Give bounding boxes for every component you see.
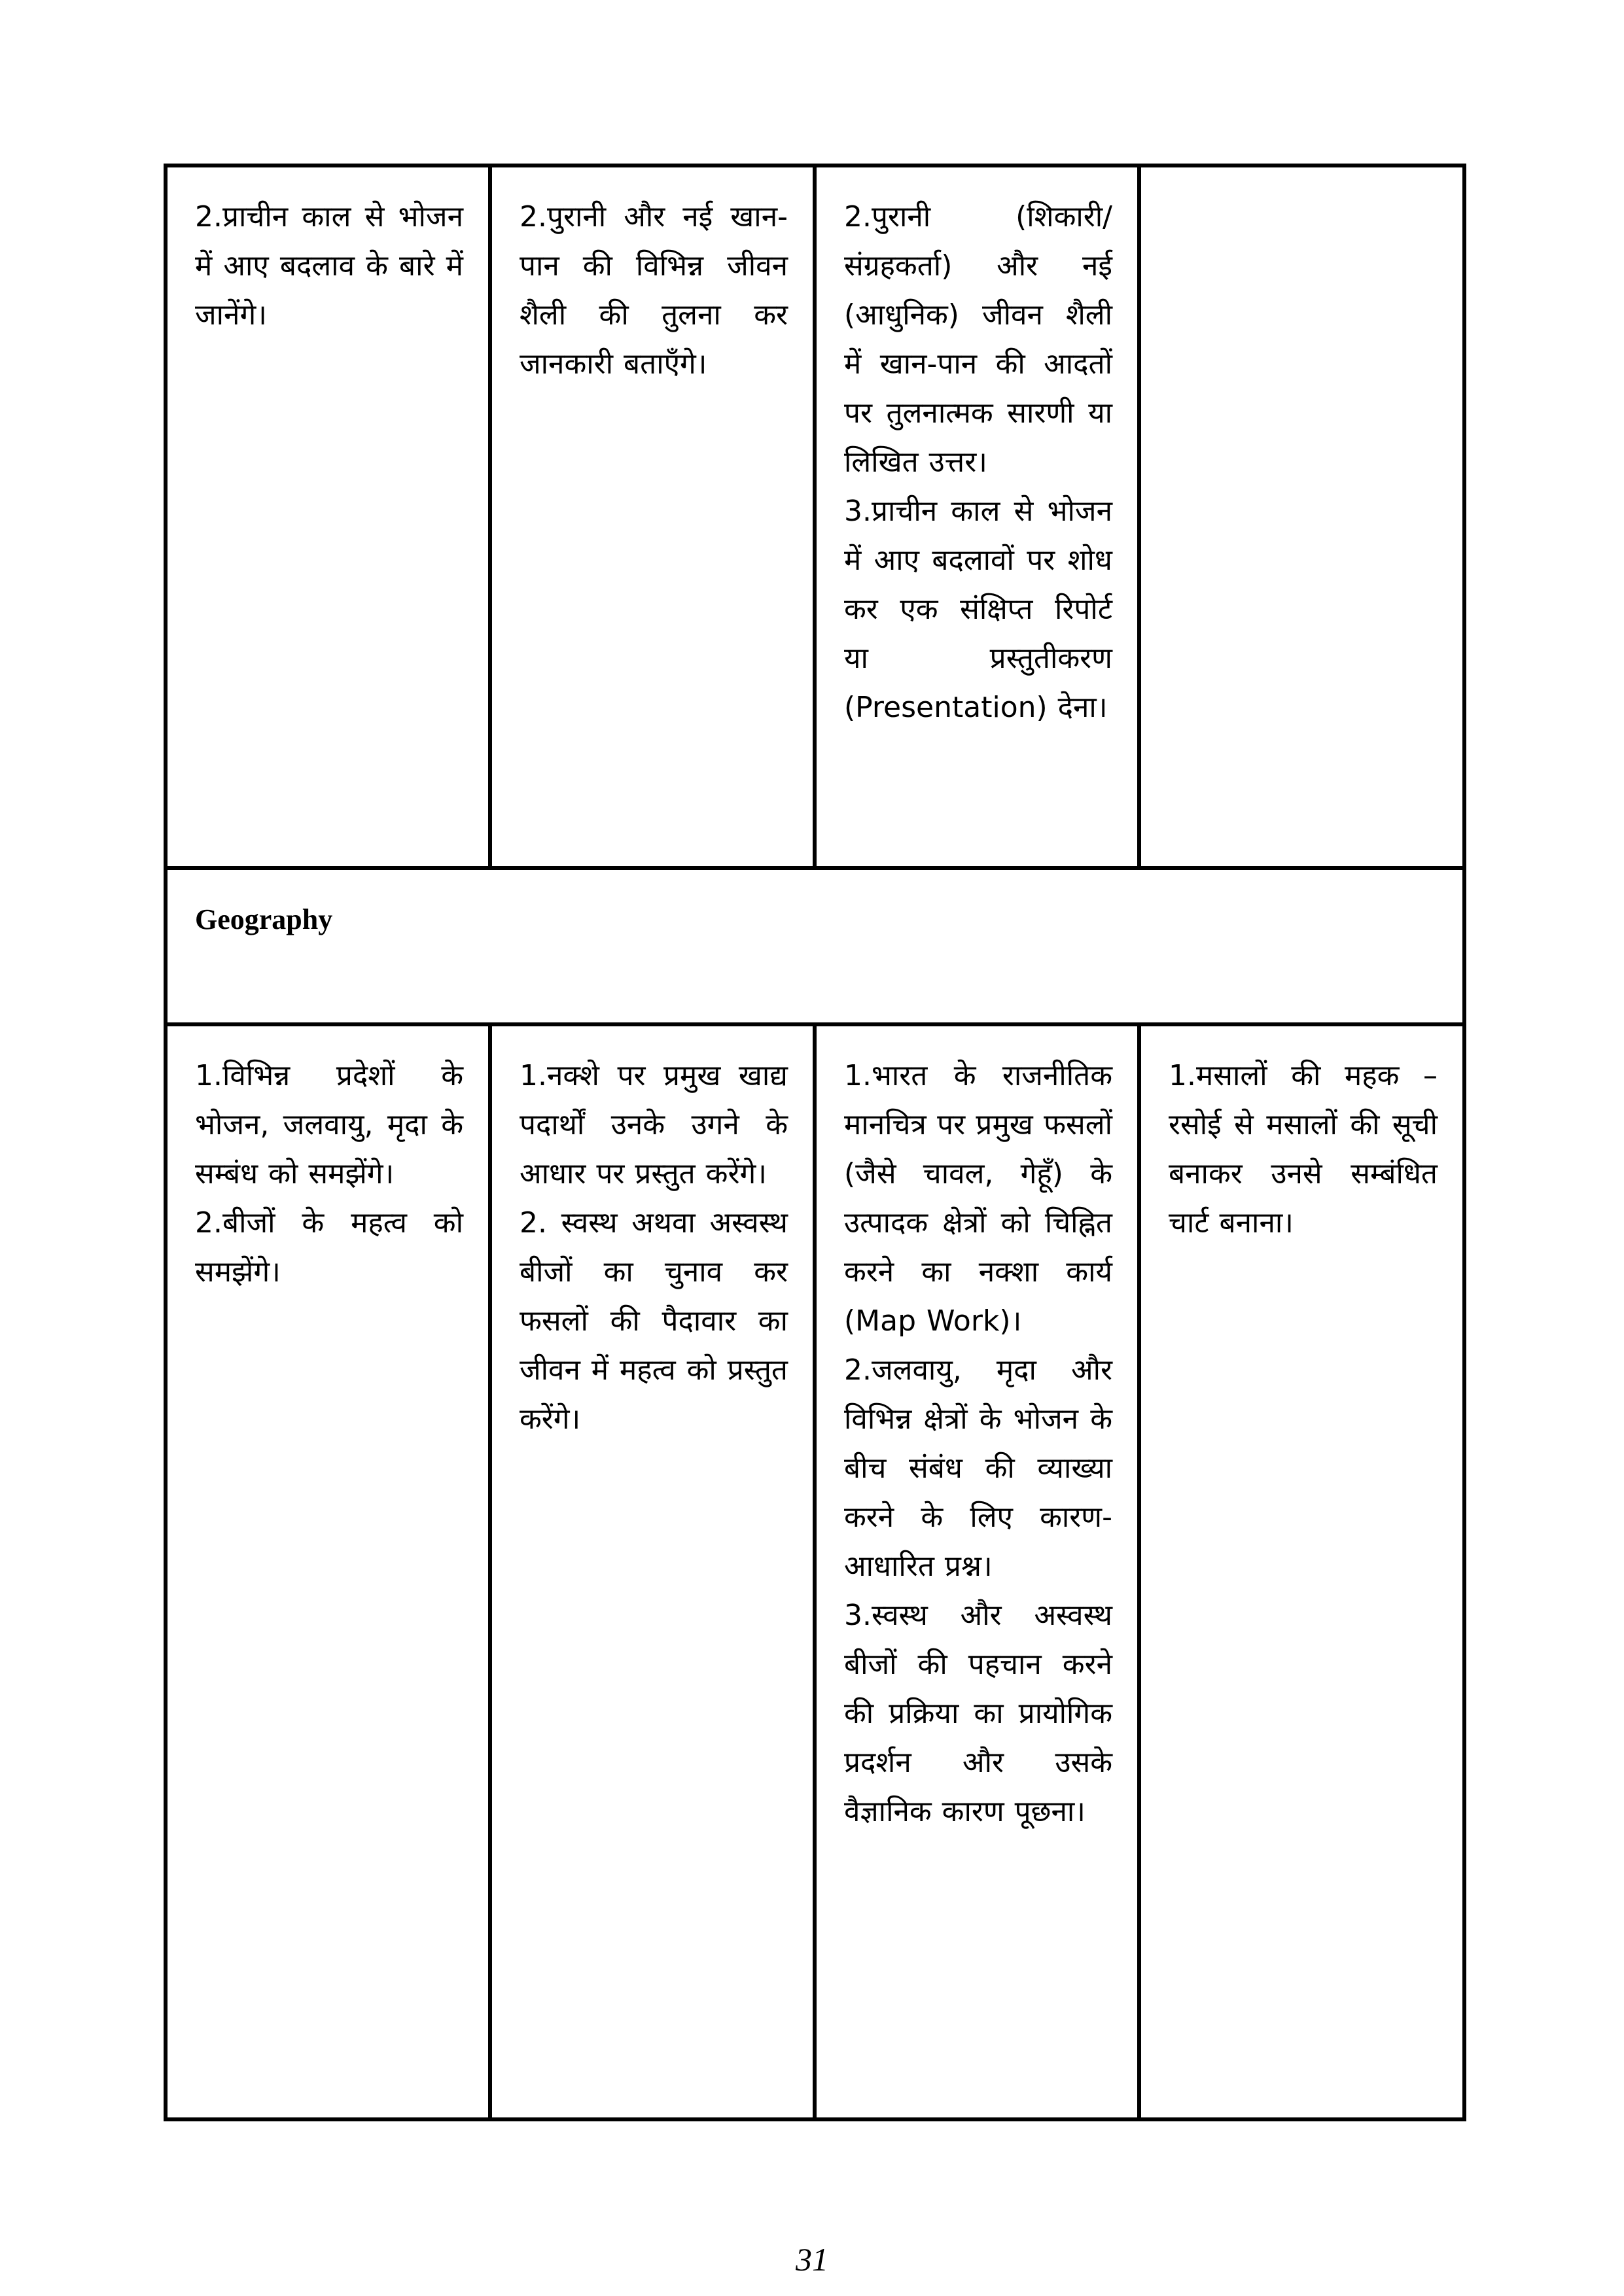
table-row-history-continued [166,165,1464,868]
assessment-item: 2.जलवायु, मृदा और विभिन्न क्षेत्रों के भोजन के बीच संबंध की व्याख्या करने के लिए कारण-आधारित प्रश्न। [844,1353,1112,1583]
assessment-item: 3.प्राचीन काल से भोजन में आए बदलावों पर शोध कर एक संक्षिप्त रिपोर्ट या प्रस्तुतीकरण (Presentation) देना। [844,495,1112,724]
cell-assessment [815,165,1139,868]
cell-learning-outcomes [166,1024,490,2119]
section-row-geography [166,868,1464,1024]
cell-activities [1139,1024,1464,2119]
assessment-item: 2.पुरानी (शिकारी/संग्रहकर्ता) और नई (आधुनिक) जीवन शैली में खान-पान की आदतों पर तुलनात्मक सारणी या लिखित उत्तर। [844,200,1112,479]
assessment-item: 1.भारत के राजनीतिक मानचित्र पर प्रमुख फसलों (जैसे चावल, गेहूँ) के उत्पादक क्षेत्रों को चिह्नित करने का नक्शा कार्य (Map Work)। [844,1059,1112,1338]
skill-item: 1.नक्शे पर प्रमुख खाद्य पदार्थों उनके उगने के आधार पर प्रस्तुत करेंगे। [520,1059,788,1191]
section-heading: Geography [166,868,1464,1024]
table-row-geography [166,1024,1464,2119]
curriculum-table [164,164,1466,2121]
learning-outcome-item: 2.प्राचीन काल से भोजन में आए बदलाव के बारे में जानेंगे। [195,200,463,332]
cell-assessment [815,1024,1139,2119]
cell-learning-outcomes [166,165,490,868]
page-number: 31 [796,2241,828,2278]
learning-outcome-item: 1.विभिन्न प्रदेशों के भोजन, जलवायु, मृदा के सम्बंध को समझेंगे। [195,1059,463,1191]
cell-skills [490,165,815,868]
cell-activities-empty [1139,165,1464,868]
learning-outcome-item: 2.बीजों के महत्व को समझेंगे। [195,1206,463,1289]
cell-skills [490,1024,815,2119]
activity-item: 1.मसालों की महक – रसोई से मसालों की सूची बनाकर उनसे सम्बंधित चार्ट बनाना। [1169,1059,1438,1240]
skill-item: 2. स्वस्थ अथवा अस्वस्थ बीजों का चुनाव कर फसलों की पैदावार का जीवन में महत्व को प्रस्तुत करेंगे। [520,1206,788,1436]
assessment-item: 3.स्वस्थ और अस्वस्थ बीजों की पहचान करने की प्रक्रिया का प्रायोगिक प्रदर्शन और उसके वैज्ञानिक कारण पूछना। [844,1599,1112,1828]
skill-item: 2.पुरानी और नई खान-पान की विभिन्न जीवन शैली की तुलना कर जानकारी बताएँगे। [520,200,788,381]
